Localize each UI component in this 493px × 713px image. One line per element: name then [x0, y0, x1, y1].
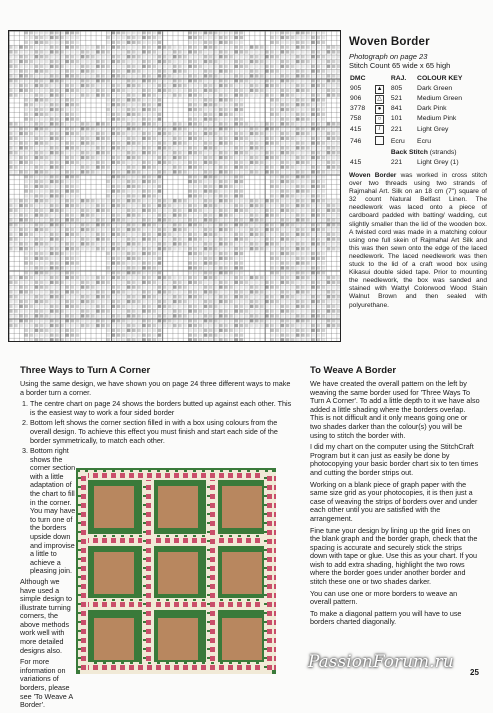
list-item: 3. Bottom right shows the corner section with a little adaptation of the chart to fill in the corner. You may have to turn one of the borders upside down and improvise a little to achieve a pleasing join.: [30, 447, 76, 576]
key-row: 3778 ● 841 Dark Pink: [350, 105, 447, 113]
left-section-title: Three Ways to Turn A Corner: [20, 365, 151, 376]
left-intro: Using the same design, we have shown you on page 24 three different ways to make a border turn a corner.: [20, 379, 291, 397]
right-paragraph: You can use one or more borders to weave an overall pattern.: [310, 588, 458, 607]
key-row: 746 Ecru Ecru: [350, 137, 432, 145]
chart-symbol-icon: [375, 136, 384, 145]
backstitch-label: Back Stitch (strands): [390, 149, 457, 157]
list-item: 1. The centre chart on page 24 shows the borders butted up against each other. This is the easiest way to work a four sided border: [30, 400, 292, 417]
raj-header: RAJ.: [390, 74, 407, 82]
right-column: [310, 380, 480, 630]
chart-grid: [9, 31, 341, 342]
page-number: 25: [470, 668, 479, 677]
page-title: Woven Border: [349, 36, 430, 48]
right-paragraph: Fine tune your design by lining up the grid lines on the blank graph and the border graph, check that the spacing is accurate and securely stick the strips down with tape or glue. Use this as your chart. If you wish to add extra shading, highlight the two rows where the border goes under another border and stitch these one or two shades darker.: [310, 525, 478, 587]
backstitch-row: 415 221 Light Grey (1): [350, 158, 459, 166]
watermark: PassionForum.ru: [308, 652, 454, 672]
left-paragraph: Although we have used a simple design to illustrate turning corners, the above methods work well with more detailed designs also.: [20, 576, 72, 655]
chart-symbol-icon: /: [375, 125, 384, 134]
embroidery-photo: [76, 468, 276, 674]
right-paragraph: To make a diagonal pattern you will have to use borders charted diagonally.: [310, 608, 462, 627]
key-row: 415 / 221 Light Grey: [350, 125, 449, 133]
chart-symbol-icon: ●: [375, 105, 384, 114]
left-column-narrow: [20, 447, 76, 713]
right-paragraph: We have created the overall pattern on the left by weaving the same border used for 'Three Ways To Turn A Corner'. To add a little depth to it we have also added a little shading where the borders overlap. This is not difficult and it only means going one or two shades darker than the colour(s) you will be using to stitch the border with.: [310, 379, 480, 440]
woven-pattern-image: [76, 468, 276, 674]
colour-key-header: COLOUR KEY: [417, 74, 463, 82]
photo-reference: Photograph on page 23: [349, 51, 428, 61]
right-paragraph: I did my chart on the computer using the StitchCraft Program but it can just as easily be done by photocopying your basic border chart six to ten times and cutting the border strips out.: [310, 442, 479, 477]
right-paragraph: Working on a blank piece of graph paper with the same size grid as your photocopies, it is then just a case of weaving the strips of borders over and under each other until you are satisfied with the arrangement.: [310, 479, 478, 523]
stitch-count: Stitch Count 65 wide x 65 high: [349, 60, 451, 70]
right-section-title: To Weave A Border: [310, 365, 397, 376]
chart-symbol-icon: ○: [375, 115, 384, 124]
cross-stitch-chart: [8, 30, 341, 342]
list-item: 2. Bottom left shows the corner section filled in with a box using colours from the overall design. To achieve this effect you must finish and start each side of the border symmetrically, to match each other.: [30, 419, 292, 445]
colour-key-panel: [349, 38, 487, 310]
colour-key-table: [349, 74, 487, 169]
description: Woven Border was worked in cross stitch over two threads using two strands of Rajmahal Art. Silk on an 18 cm (7") square of 32 count Natural Belfast Linen. The needlework was laced onto a piece of cardboard padded with batting/ wadding, cut slightly smaller than the lid of the wooden box. A twisted cord was made in a matching colour using one full skein of Rajmahal Art Silk and this was then sewn onto the edge of the laced needlework. The laced needlework was then stuck to the lid of a craft wood box using Kikasui double sided tape. Prior to mounting the needlework, the box was sanded and stained with Wattyl Colorwood Wood Stain Walnut Brown and then sealed with polyurethane.: [349, 172, 487, 309]
key-row: 905 ▲ 805 Dark Green: [350, 84, 453, 92]
left-column-top: [20, 380, 292, 447]
chart-symbol-icon: △: [375, 95, 384, 104]
chart-symbol-icon: ▲: [376, 85, 383, 92]
left-paragraph: For more information on variations of borders, please see 'To Weave A Border'.: [20, 657, 73, 710]
key-row: 906 △ 521 Medium Green: [350, 95, 462, 103]
dmc-header: DMC: [350, 74, 366, 82]
key-row: 758 ○ 101 Medium Pink: [350, 115, 457, 123]
